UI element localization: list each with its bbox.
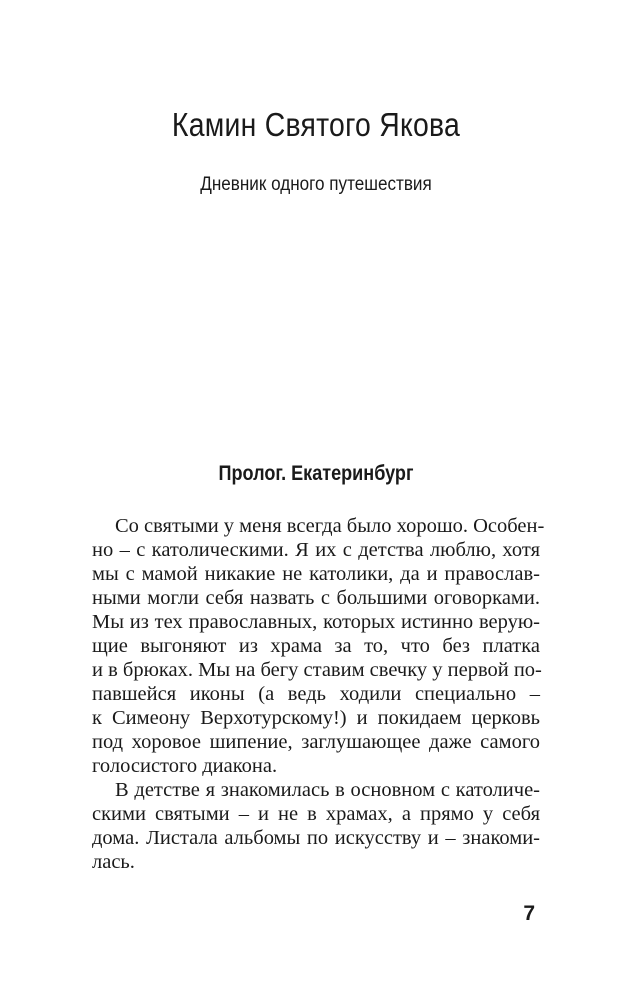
book-subtitle: Дневник одного путешествия xyxy=(200,174,432,195)
text-line: лась. xyxy=(92,851,135,873)
page-number: 7 xyxy=(523,902,535,925)
text-line: павшейся иконы (а ведь ходили специально – xyxy=(92,683,540,705)
text-line: голосистого диакона. xyxy=(92,755,278,777)
text-line: щие выгоняют из храма за то, что без платка xyxy=(92,635,540,657)
text-line: В детстве я знакомилась в основном с католиче- xyxy=(115,779,540,801)
text-line: скими святыми – и не в храмах, а прямо у себя xyxy=(92,803,540,825)
text-line: мы с мамой никакие не католики, да и православ- xyxy=(92,563,540,585)
text-line: но – с католическими. Я их с детства люблю, хотя xyxy=(92,539,540,561)
text-line: под хоровое шипение, заглушающее даже самого xyxy=(92,731,540,753)
text-line: Мы из тех православных, которых истинно верую- xyxy=(92,611,540,633)
chapter-heading: Пролог. Екатеринбург xyxy=(218,462,414,485)
book-title: Камин Святого Якова xyxy=(171,106,461,143)
text-line: ными могли себя назвать с большими оговорками. xyxy=(92,587,540,609)
text-line: к Симеону Верхотурскому!) и покидаем церковь xyxy=(92,707,540,729)
text-line: и в брюках. Мы на бегу ставим свечку у первой по- xyxy=(92,659,542,681)
text-line: Со святыми у меня всегда было хорошо. Особен- xyxy=(115,515,545,537)
text-line: дома. Листала альбомы по искусству и – знакоми- xyxy=(92,827,540,849)
